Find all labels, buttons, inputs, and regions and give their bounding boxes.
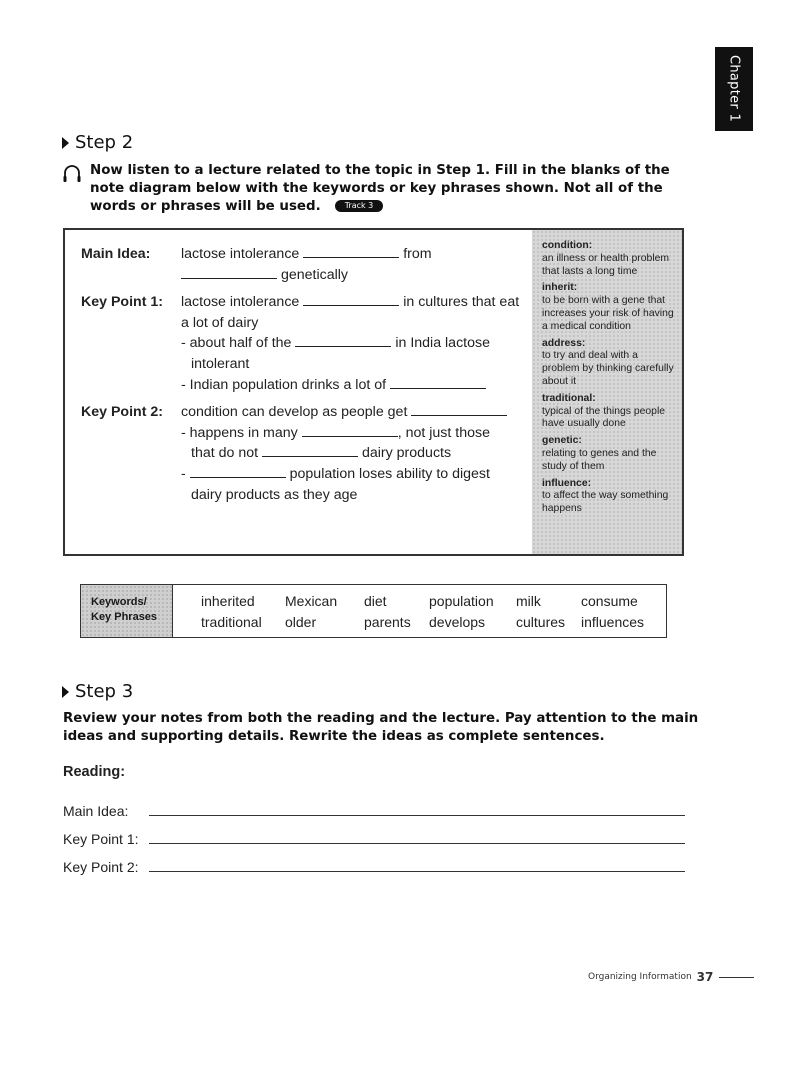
write-row-key-point-2	[63, 847, 685, 875]
step3-heading	[62, 681, 133, 702]
track-badge[interactable]: Track 3	[335, 200, 384, 212]
chapter-tab-label: Chapter 1	[726, 55, 742, 123]
glossary-definition: typical of the things people have usually done	[542, 405, 666, 430]
fill-blank[interactable]	[295, 334, 391, 347]
keyword: cultures	[516, 614, 566, 630]
note-text: - about half of the	[181, 335, 292, 352]
note-text: , not just those	[397, 424, 490, 441]
glossary-term: condition:	[542, 240, 593, 251]
key-point-2-label: Key Point 2:	[81, 404, 163, 421]
note-text: dairy products as they age	[191, 486, 358, 503]
note-text: lactose intolerance	[181, 294, 300, 311]
page-number: 37	[696, 970, 714, 984]
write-line[interactable]	[149, 870, 685, 872]
page-footer	[588, 970, 754, 984]
glossary-entry	[542, 282, 674, 333]
note-text: -	[181, 465, 186, 482]
write-line[interactable]	[149, 842, 685, 844]
fill-blank[interactable]	[303, 245, 399, 258]
write-line[interactable]	[149, 814, 685, 816]
fill-blank[interactable]	[181, 266, 277, 279]
note-text: from	[403, 246, 432, 262]
keywords-grid	[173, 585, 661, 637]
keyword: influences	[581, 614, 645, 630]
note-text: intolerant	[191, 355, 250, 372]
writing-rows	[63, 791, 685, 875]
note-text: population loses ability to digest	[289, 465, 490, 482]
fill-blank[interactable]	[190, 465, 286, 478]
keyword: milk	[516, 593, 541, 609]
glossary-definition: an illness or health problem that lasts a long time	[542, 252, 670, 277]
note-text: condition can develop as people get	[181, 404, 408, 421]
fill-blank[interactable]	[390, 376, 486, 389]
glossary-panel	[532, 230, 682, 554]
note-text: - happens in many	[181, 424, 298, 441]
footer-rule	[719, 977, 754, 978]
glossary-entry	[542, 478, 674, 516]
step2-heading	[62, 132, 133, 153]
triangle-bullet-icon	[62, 686, 69, 698]
note-text: dairy products	[361, 445, 452, 462]
fill-blank[interactable]	[303, 293, 399, 306]
glossary-entry	[542, 338, 674, 389]
write-row-label: Key Point 2:	[63, 859, 139, 875]
headphones-icon	[62, 164, 82, 184]
keywords-label	[81, 585, 173, 637]
note-text: in cultures that eat	[403, 294, 520, 311]
glossary-term: genetic:	[542, 435, 582, 447]
glossary-entry	[542, 435, 674, 473]
glossary-term: inherit:	[542, 282, 578, 294]
main-idea-label: Main Idea:	[81, 246, 151, 262]
keyword: parents	[364, 614, 411, 630]
glossary-definition: to be born with a gene that increases your risk of having a medical condition	[542, 295, 674, 332]
glossary-term: influence:	[542, 477, 592, 489]
note-diagram	[63, 228, 684, 556]
glossary-definition: to affect the way something happens	[542, 490, 669, 515]
keyword: inherited	[201, 593, 255, 609]
step2-heading-text: Step 2	[75, 132, 134, 153]
keywords-label-line: Keywords/	[91, 596, 147, 608]
fill-blank[interactable]	[302, 424, 398, 437]
keyword: develops	[429, 614, 486, 630]
triangle-bullet-icon	[62, 137, 69, 149]
glossary-definition: to try and deal with a problem by thinking carefully about it	[542, 350, 674, 387]
fill-blank[interactable]	[411, 403, 507, 416]
write-row-key-point-1	[63, 819, 685, 847]
step3-heading-text: Step 3	[75, 681, 134, 702]
notes-content	[81, 244, 531, 505]
keyword: diet	[364, 593, 387, 609]
keyword: population	[429, 593, 494, 609]
key-point-2-row	[81, 402, 531, 505]
footer-section: Organizing Information	[588, 972, 692, 982]
keywords-box	[80, 584, 667, 638]
glossary-definition: relating to genes and the study of them	[542, 447, 657, 472]
glossary-entry	[542, 393, 674, 431]
write-row-label: Key Point 1:	[63, 831, 139, 847]
key-point-1-label: Key Point 1:	[81, 294, 163, 311]
fill-blank[interactable]	[262, 444, 358, 457]
glossary-term: address:	[542, 337, 586, 349]
note-text: a lot of dairy	[181, 314, 259, 331]
note-text: that do not	[191, 445, 259, 462]
keyword: Mexican	[285, 593, 338, 609]
write-row-main-idea	[63, 791, 685, 819]
glossary-entry	[542, 240, 674, 278]
glossary-term: traditional:	[542, 392, 596, 404]
reading-label: Reading:	[63, 764, 126, 780]
key-point-1-row	[81, 292, 531, 395]
note-text: - Indian population drinks a lot of	[181, 376, 387, 393]
step2-instruction-text: Now listen to a lecture related to the topic in Step 1. Fill in the blanks of the note diagram below with the keywords or key phrases shown. Not all of the words or phrases will be used.	[90, 163, 670, 214]
note-text: lactose intolerance	[181, 246, 300, 262]
step3-instruction: Review your notes from both the reading and the lecture. Pay attention to the main ideas and supporting details. Rewrite the ideas as complete sentences.	[63, 711, 699, 744]
main-idea-row	[81, 244, 531, 285]
keyword: consume	[581, 593, 638, 609]
keyword: traditional	[201, 614, 262, 630]
keyword: older	[285, 614, 317, 630]
note-text: in India lactose	[395, 335, 490, 352]
step2-instruction	[90, 162, 690, 216]
note-text: genetically	[280, 266, 348, 283]
chapter-tab	[715, 47, 753, 131]
keywords-label-line: Key Phrases	[91, 611, 158, 623]
write-row-label: Main Idea:	[63, 803, 129, 819]
